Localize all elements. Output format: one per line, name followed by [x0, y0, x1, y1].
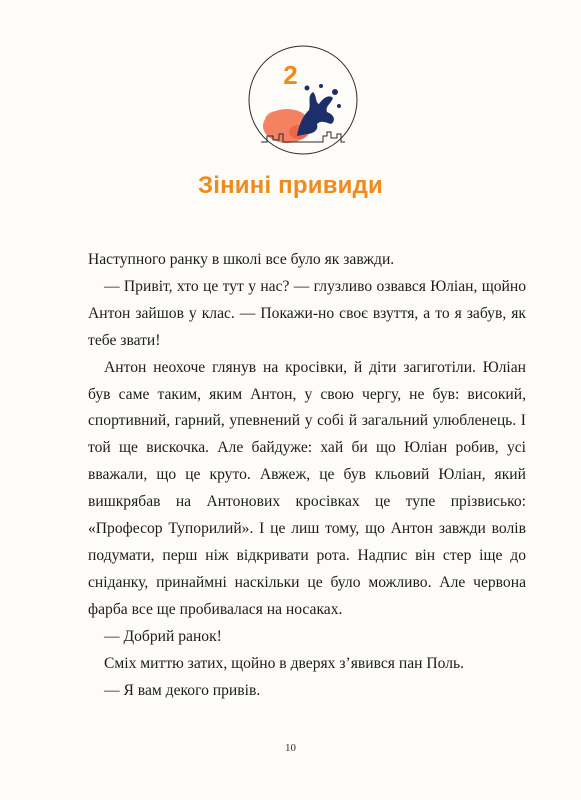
- page-number: 10: [285, 742, 296, 754]
- paragraph: Наступного ранку в школі все було як завжди.: [88, 251, 395, 268]
- paragraph: — Добрий ранок!: [104, 627, 222, 645]
- chapter-number: 2: [283, 60, 298, 90]
- paragraph: Сміх миттю затих, щойно в дверях з’явився пан Поль.: [104, 654, 465, 672]
- chapter-title: Зінині привиди: [198, 172, 383, 199]
- paragraph: — Я вам декого привів.: [104, 681, 261, 699]
- body-text: [88, 247, 526, 704]
- paragraph: — Привіт, хто це тут у нас? — глузливо озвався Юліан, щойно Антон зайшов у клас. — Покажи-но своє взуття, а то я забув, як тебе звати!: [88, 277, 526, 349]
- paragraph: Антон неохоче глянув на кросівки, й діти загиготіли. Юліан був саме таким, яким Антон, у свою чергу, не був: високий, спортивний, гарний, упевнений у собі й загальний улюбленець. І той ще вискочка. Але байдуже: хай би що Юліан робив, усі вважали, що це круто. Авжеж, це був кльовий Юліан, який вишкрябав на Антонових кросівках це тупе прізвисько: «Професор Тупорилий». І це лиш тому, що Антон завжди волів подумати, перш ніж відкривати рота. Надпис він стер іще до сніданку, принаймні наскільки це було можливо. Але червона фарба все ще пробивалася на носаках.: [88, 358, 526, 618]
